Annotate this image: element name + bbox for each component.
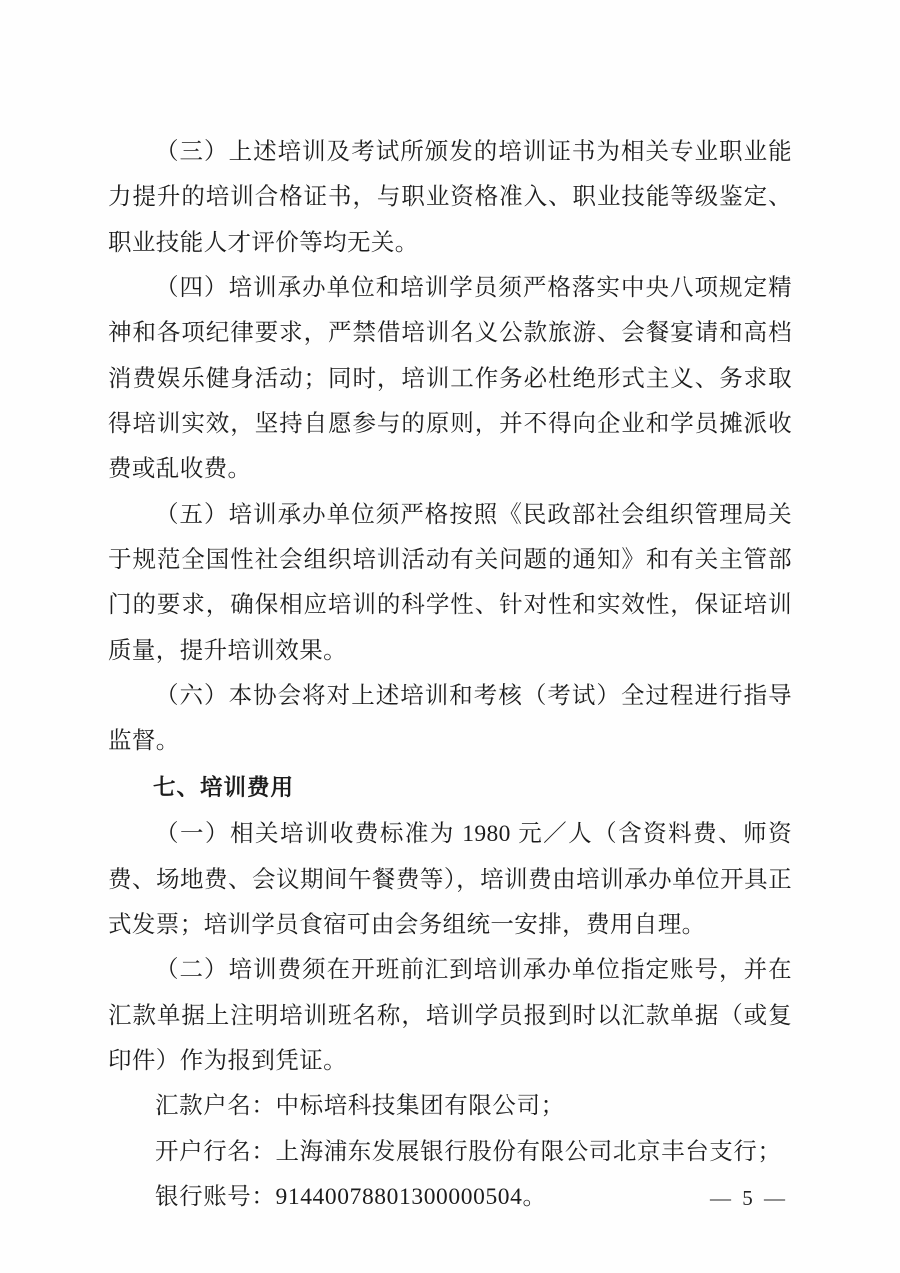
paragraph-item: （一）相关培训收费标准为 1980 元／人（含资料费、师资费、场地费、会议期间午餐费等），培训费由培训承办单位开具正式发票；培训学员食宿可由会务组统一安排，费用自理。 bbox=[108, 821, 792, 938]
paragraph-item: （六）本协会将对上述培训和考核（考试）全过程进行指导监督。 bbox=[108, 683, 792, 755]
document-body bbox=[108, 130, 792, 1220]
paragraph-item: （五）培训承办单位须严格按照《民政部社会组织管理局关于规范全国性社会组织培训活动有关问题的通知》和有关主管部门的要求，确保相应培训的科学性、针对性和实效性，保证培训质量，提升培训效果。 bbox=[108, 501, 792, 664]
page-number: — 5 — bbox=[710, 1186, 788, 1210]
paragraph-item: （三）上述培训及考试所颁发的培训证书为相关专业职业能力提升的培训合格证书，与职业资格准入、职业技能等级鉴定、职业技能人才评价等均无关。 bbox=[108, 139, 792, 256]
paragraph-item: （四）培训承办单位和培训学员须严格落实中央八项规定精神和各项纪律要求，严禁借培训名义公款旅游、会餐宴请和高档消费娱乐健身活动；同时，培训工作务必杜绝形式主义、务求取得培训实效，坚持自愿参与的原则，并不得向企业和学员摊派收费或乱收费。 bbox=[108, 275, 792, 483]
bank-account-name: 汇款户名：中标培科技集团有限公司； bbox=[155, 1093, 565, 1120]
bank-branch-name: 开户行名：上海浦东发展银行股份有限公司北京丰台支行； bbox=[155, 1138, 782, 1165]
bank-info-block bbox=[108, 1084, 792, 1220]
section-heading-training-fees: 七、培训费用 bbox=[153, 774, 295, 801]
paragraph-item: （二）培训费须在开班前汇到培训承办单位指定账号，并在汇款单据上注明培训班名称，培训学员报到时以汇款单据（或复印件）作为报到凭证。 bbox=[108, 957, 792, 1074]
bank-account-number: 银行账号：91440078801300000504。 bbox=[155, 1183, 547, 1210]
